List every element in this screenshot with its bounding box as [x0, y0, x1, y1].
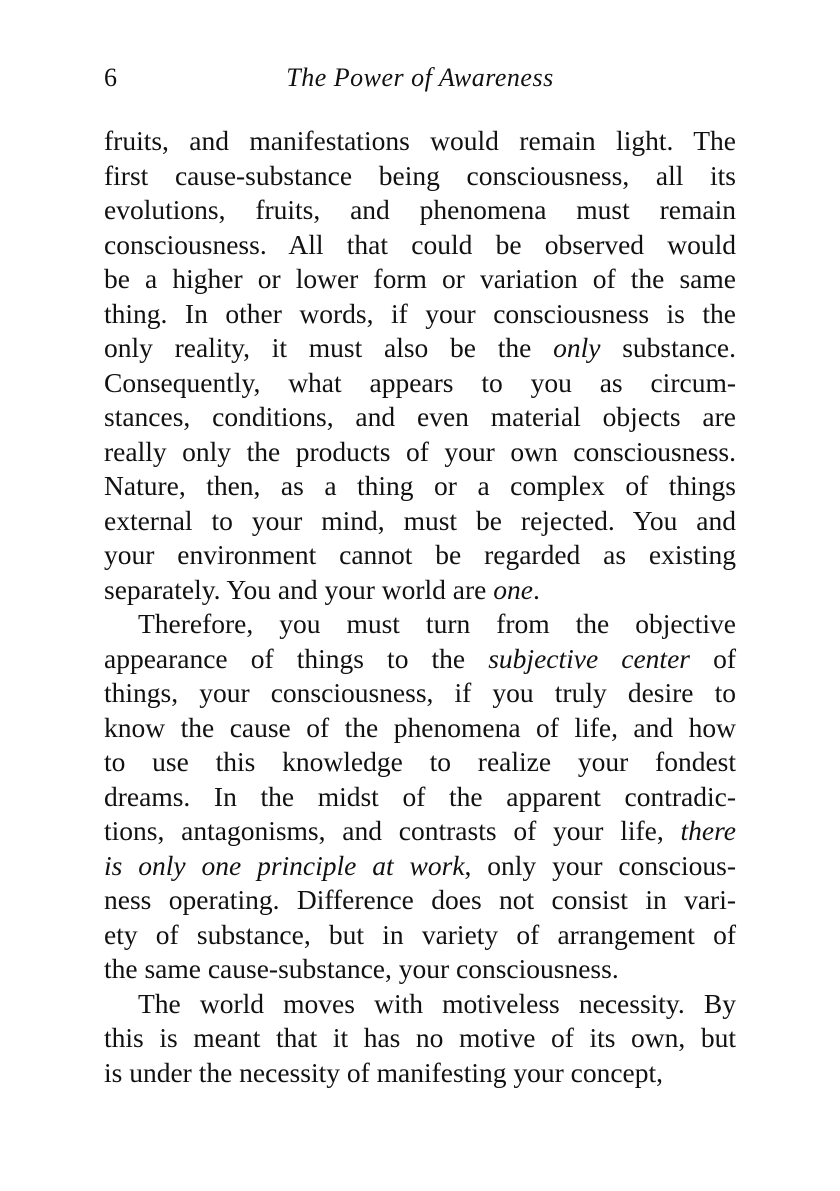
text-run: the same cause-substance, your consciousness. — [104, 953, 619, 984]
text-line — [104, 676, 736, 711]
body-text — [104, 124, 736, 1090]
text-run: to use this knowledge to realize your fondest — [104, 746, 736, 777]
text-line — [104, 469, 736, 504]
text-line — [104, 435, 736, 470]
text-run: external to your mind, must be rejected. You and — [104, 504, 736, 536]
text-line — [104, 193, 736, 228]
text-run: appearance of things to the — [104, 642, 489, 674]
paragraph — [104, 607, 736, 987]
text-line — [104, 607, 736, 642]
text-line — [104, 745, 736, 780]
text-run: . — [532, 573, 540, 605]
italic-text: there — [680, 815, 736, 846]
text-line — [104, 297, 736, 332]
text-run: ness operating. Difference does not consist in vari- — [104, 884, 736, 915]
text-run: this is meant that it has no motive of its own, but — [104, 1022, 736, 1053]
text-run: stances, conditions, and even material objects are — [104, 401, 736, 432]
text-run: consciousness. All that could be observed would — [104, 228, 736, 260]
text-run: Therefore, you must turn from the objective — [138, 608, 736, 639]
text-run: first cause-substance being consciousness, all its — [104, 159, 736, 191]
text-line — [104, 883, 736, 918]
text-line — [104, 952, 736, 987]
text-run: evolutions, fruits, and phenomena must remain — [104, 194, 736, 225]
text-line — [104, 262, 736, 297]
text-line — [104, 538, 736, 573]
text-run: is under the necessity of manifesting your concept, — [104, 1056, 664, 1088]
text-run: The world moves with motiveless necessity. By — [138, 987, 736, 1019]
text-line — [104, 642, 736, 677]
text-run: thing. In other words, if your consciousness is the — [104, 297, 736, 329]
text-run: fruits, and manifestations would remain light. The — [104, 125, 736, 156]
italic-text: only — [553, 332, 601, 363]
text-run: Nature, then, as a thing or a complex of things — [104, 470, 736, 501]
text-run: things, your consciousness, if you truly desire to — [104, 677, 736, 708]
text-run: , only your conscious- — [464, 849, 736, 881]
text-run: of — [689, 642, 736, 674]
text-line — [104, 1056, 736, 1091]
running-header — [104, 60, 736, 96]
text-run: dreams. In the midst of the apparent contradic- — [104, 780, 736, 812]
text-run: Consequently, what appears to you as circum- — [104, 366, 736, 398]
text-line — [104, 573, 736, 608]
text-line — [104, 849, 736, 884]
text-line — [104, 814, 736, 849]
book-title: The Power of Awareness — [286, 63, 554, 92]
text-line — [104, 159, 736, 194]
italic-text: one — [493, 573, 533, 605]
text-line — [104, 504, 736, 539]
text-line — [104, 918, 736, 953]
text-line — [104, 780, 736, 815]
paragraph — [104, 987, 736, 1091]
text-run: really only the products of your own consciousness. — [104, 435, 736, 467]
page-number: 6 — [104, 63, 117, 92]
text-line — [104, 711, 736, 746]
text-line — [104, 987, 736, 1022]
text-line — [104, 124, 736, 159]
text-line — [104, 400, 736, 435]
text-line — [104, 366, 736, 401]
italic-text: is only one principle at work — [104, 849, 465, 881]
text-run: be a higher or lower form or variation of the same — [104, 263, 736, 294]
text-run: ety of substance, but in variety of arrangement of — [104, 918, 736, 950]
text-run: know the cause of the phenomena of life, and how — [104, 711, 736, 743]
italic-text: subjective center — [488, 642, 690, 674]
text-line — [104, 1021, 736, 1056]
text-line — [104, 331, 736, 366]
text-run: separately. You and your world are — [104, 573, 494, 605]
text-run: your environment cannot be regarded as existing — [104, 539, 736, 570]
text-run: only reality, it must also be the — [104, 332, 554, 363]
text-run: substance. — [600, 332, 736, 363]
text-run: tions, antagonisms, and contrasts of your life, — [104, 815, 681, 846]
text-line — [104, 228, 736, 263]
paragraph — [104, 124, 736, 607]
